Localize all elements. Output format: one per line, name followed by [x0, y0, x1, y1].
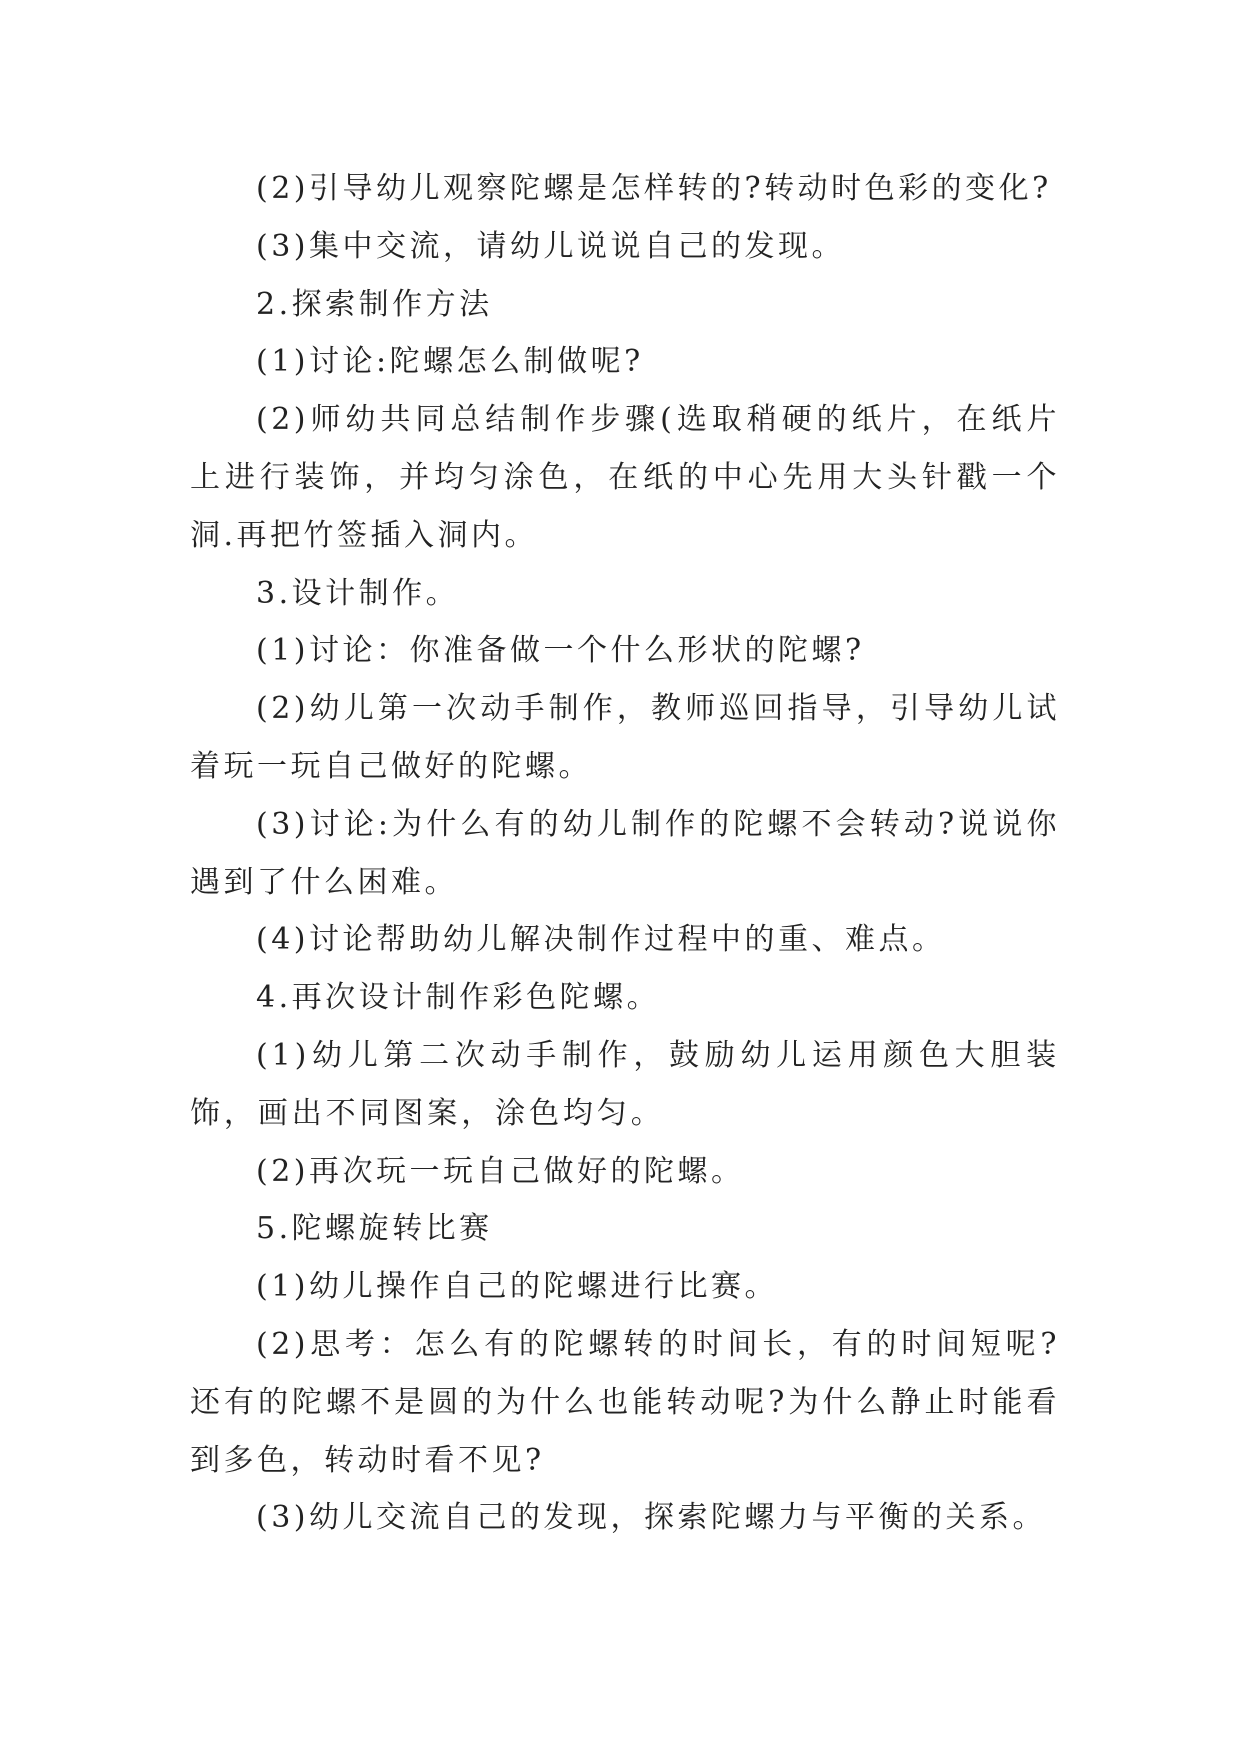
paragraph-observe-spin: (2)引导幼儿观察陀螺是怎样转的?转动时色彩的变化? [256, 171, 1052, 206]
paragraph-solve-key-points: (4)讨论帮助幼儿解决制作过程中的重、难点。 [256, 922, 946, 958]
paragraph-force-balance: (3)幼儿交流自己的发现，探索陀螺力与平衡的关系。 [256, 1500, 1046, 1536]
paragraph-discuss-difficulty: (3)讨论:为什么有的幼儿制作的陀螺不会转动?说说你遇到了什么困难。 [190, 806, 1060, 900]
section-heading-competition: 5.陀螺旋转比赛 [256, 1211, 493, 1247]
paragraph-first-attempt: (2)幼儿第一次动手制作，教师巡回指导，引导幼儿试着玩一玩自己做好的陀螺。 [190, 691, 1060, 784]
paragraph-discuss-shape: (1)讨论：你准备做一个什么形状的陀螺? [256, 633, 865, 669]
paragraph-summarize-steps: (2)师幼共同总结制作步骤(选取稍硬的纸片，在纸片上进行装饰，并均匀涂色，在纸的中心先用大头针戳一个洞.再把竹签插入洞内。 [190, 402, 1060, 553]
paragraph-think-questions: (2)思考：怎么有的陀螺转的时间长，有的时间短呢?还有的陀螺不是圆的为什么也能转动呢?为什么静止时能看到多色，转动时看不见? [190, 1326, 1060, 1478]
paragraph-play-again: (2)再次玩一玩自己做好的陀螺。 [256, 1153, 745, 1189]
paragraph-compete: (1)幼儿操作自己的陀螺进行比赛。 [256, 1269, 778, 1305]
paragraph-share-findings: (3)集中交流，请幼儿说说自己的发现。 [256, 228, 845, 264]
paragraph-second-attempt: (1)幼儿第二次动手制作，鼓励幼儿运用颜色大胆装饰，画出不同图案，涂色均匀。 [190, 1037, 1060, 1131]
section-heading-design-make: 3.设计制作。 [256, 575, 460, 611]
section-heading-redesign: 4.再次设计制作彩色陀螺。 [256, 980, 661, 1016]
section-heading-explore-method: 2.探索制作方法 [256, 286, 493, 322]
paragraph-discuss-how-to-make: (1)讨论:陀螺怎么制做呢? [256, 344, 644, 380]
document-body [190, 160, 1060, 1547]
